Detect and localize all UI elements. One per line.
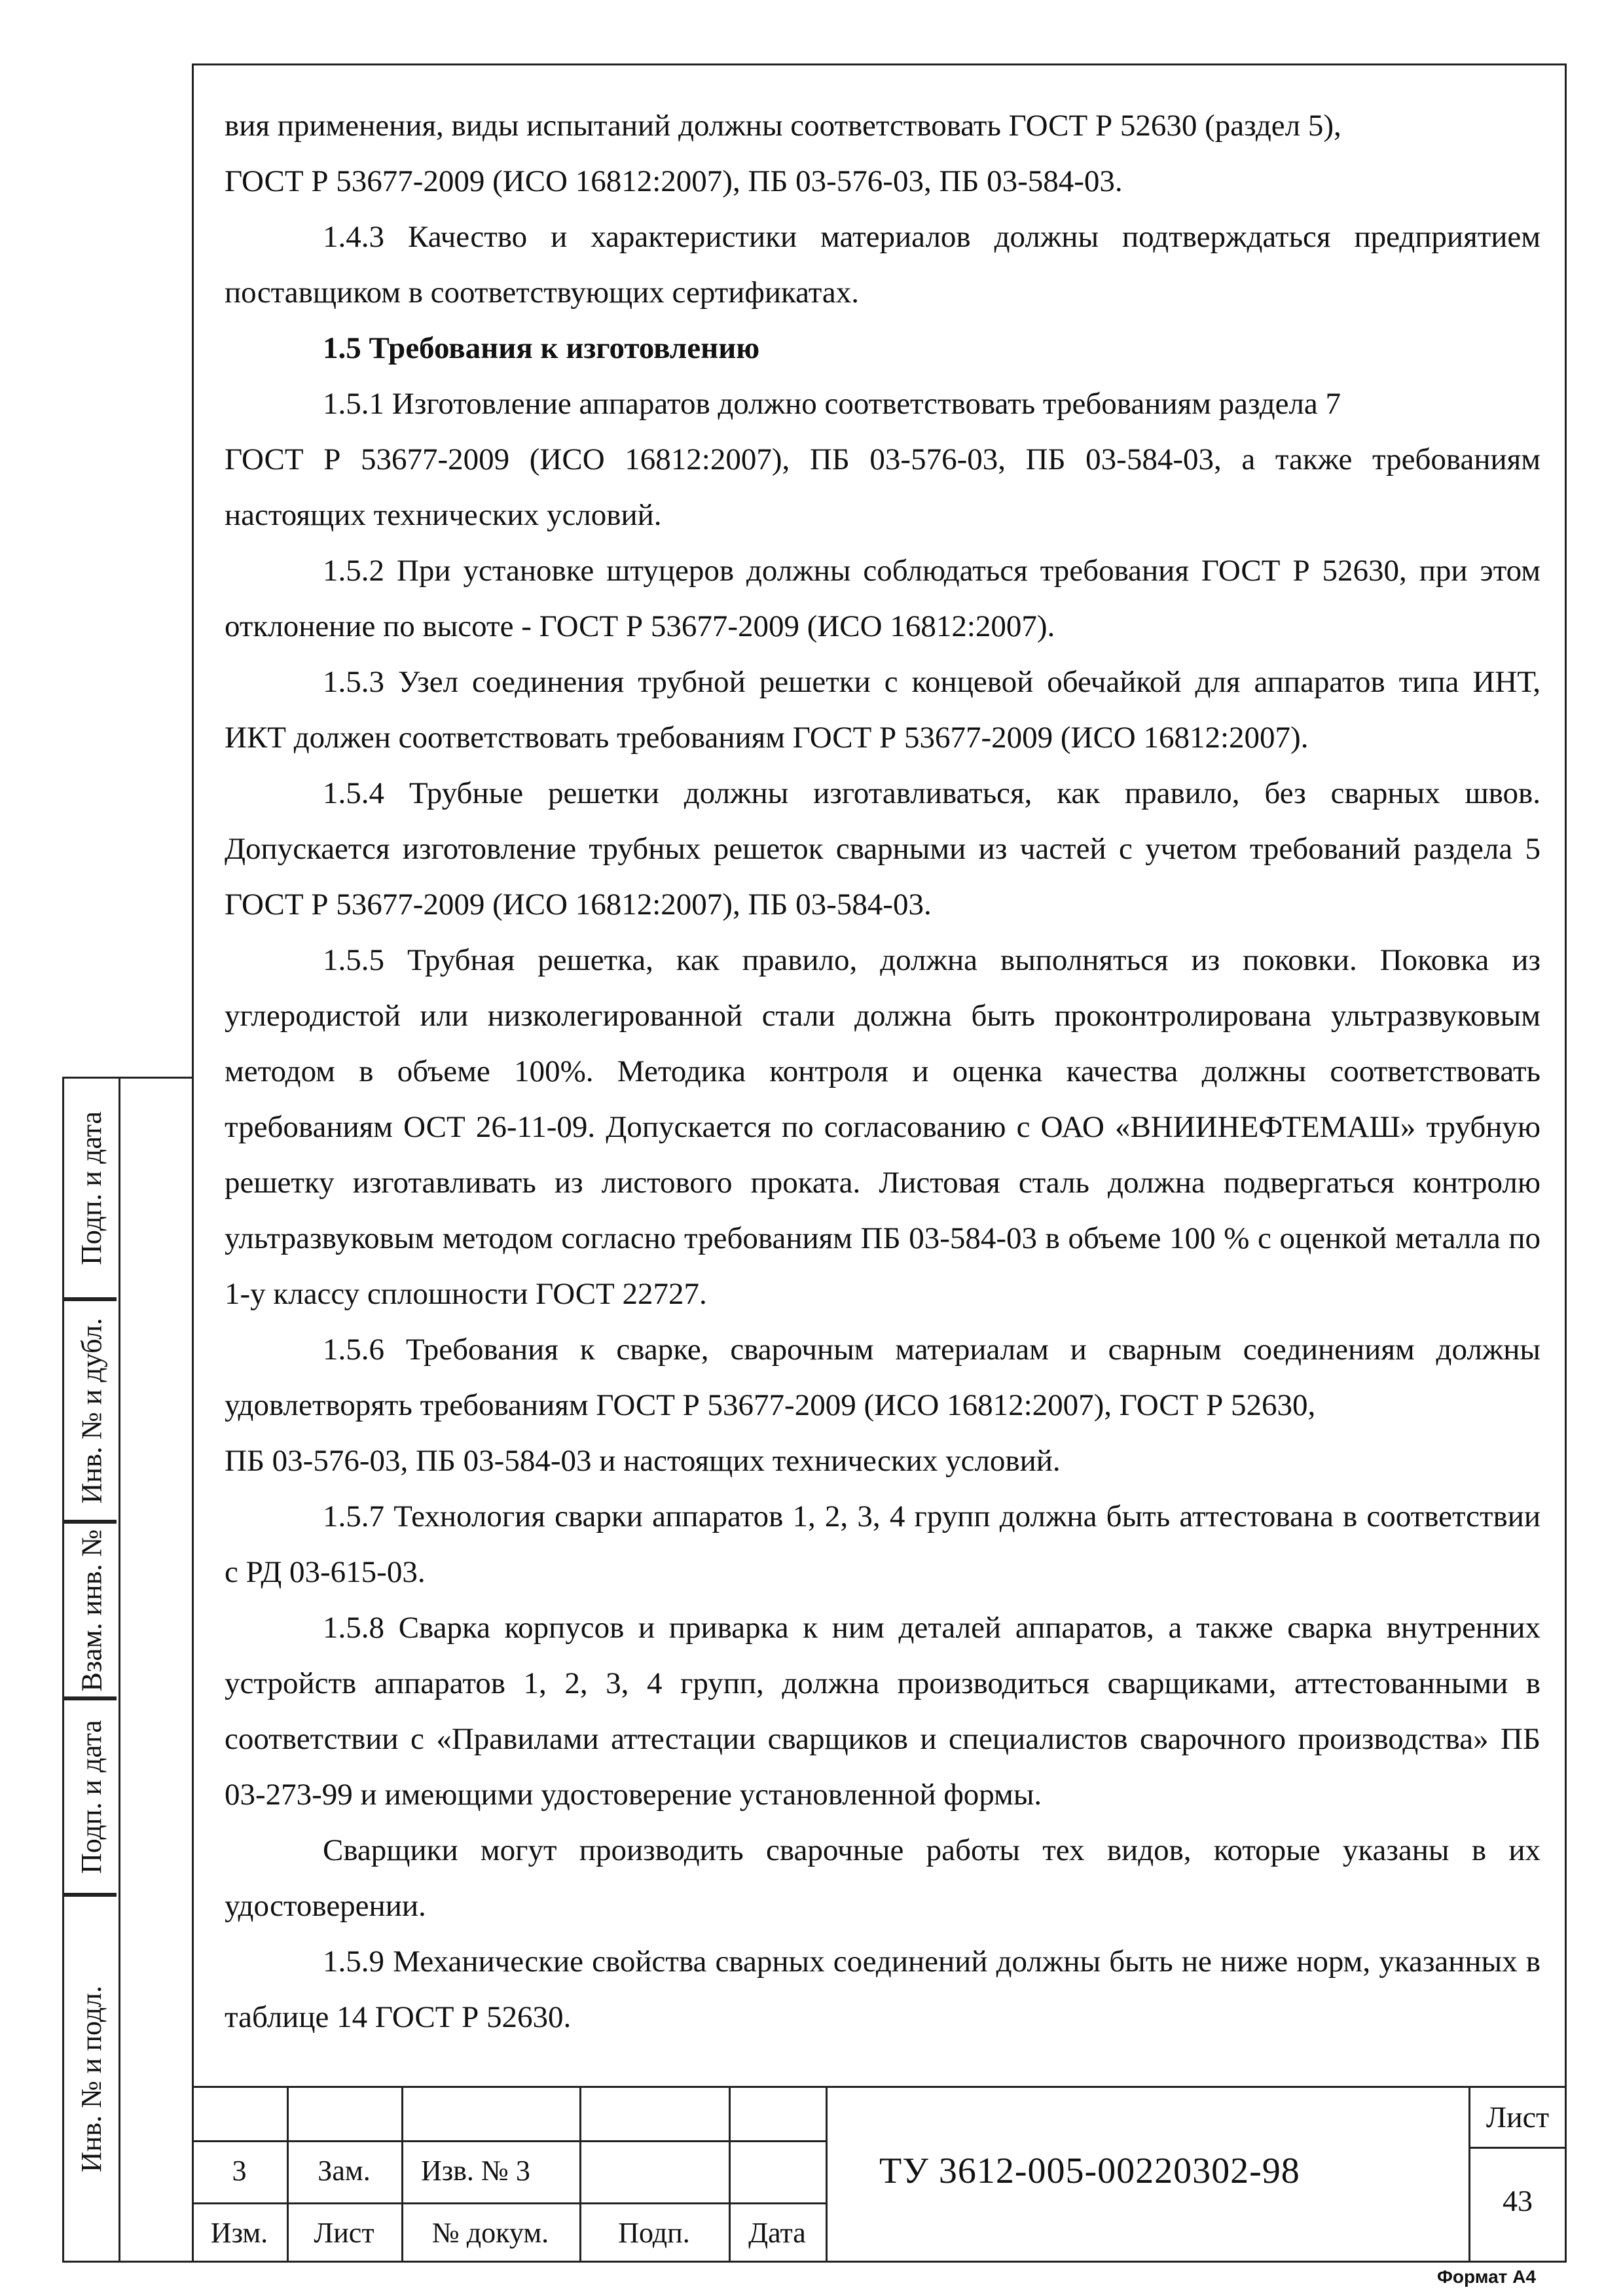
header-izm: Изм. [210,2217,268,2249]
format-label: Формат А4 [1437,2267,1536,2287]
sheet-label: Лист [1486,2100,1550,2134]
paragraph: 1.5.8 Сварка корпусов и приварка к ним деталей аппаратов, а также сварка внутренних устройств аппаратов 1, 2, 3, 4 групп, должна производиться сварщиками, аттестованными в соответствии с «Правилами аттестации сварщиков и специалистов сварочного производства» ПБ 03-273-99 и имеющими удостоверение установленной формы. [225,1611,1541,1812]
title-block [192,2086,1567,2263]
paragraph: вия применения, виды испытаний должны соответствовать ГОСТ Р 52630 (раздел 5), [225,109,1341,143]
paragraph: 1.5.9 Механические свойства сварных соединений должны быть не ниже норм, указанных в таблице 14 ГОСТ Р 52630. [225,1945,1541,2034]
document-code: ТУ 3612-005-00220302-98 [879,2151,1300,2191]
sidebar-label: Подп. и дата [75,1719,107,1874]
paragraph: 1.5.7 Технология сварки аппаратов 1, 2, 3, 4 групп должна быть аттестована в соответствии с РД 03-615-03. [225,1499,1541,1589]
header-signature: Подп. [618,2217,690,2249]
sidebar-cell-inv-podl [62,1895,117,2263]
paragraph: 1.5.1 Изготовление аппаратов должно соответствовать требованиям раздела 7 [323,387,1341,421]
tb-rule [192,2202,826,2204]
sidebar-label: Инв. № и дубл. [75,1318,107,1503]
paragraph: ПБ 03-576-03, ПБ 03-584-03 и настоящих технических условий. [225,1444,1061,1478]
rev-sheet: Зам. [318,2155,371,2187]
rev-number: 3 [232,2155,247,2187]
sidebar-cell-podp-data-2 [62,1698,117,1895]
paragraph: ГОСТ Р 53677-2009 (ИСО 16812:2007), ПБ 03-576-03, ПБ 03-584-03, а также требованиям настоящих технических условий. [225,442,1541,532]
paragraph: 1.5.3 Узел соединения трубной решетки с концевой обечайкой для аппаратов типа ИНТ, ИКТ должен соответствовать требованиям ГОСТ Р 53677-2009 (ИСО 16812:2007). [225,665,1541,755]
header-date: Дата [748,2217,806,2249]
rev-doc-number: Изв. № 3 [421,2155,530,2187]
paragraph: 1.5.6 Требования к сварке, сварочным материалам и сварным соединениям должны удовлетворять требованиям ГОСТ Р 53677-2009 (ИСО 16812:2007), ГОСТ Р 52630, [225,1333,1541,1422]
tb-divider [826,2088,828,2263]
document-body [225,98,1541,2045]
tb-rule [192,2140,826,2142]
header-doc-number: № докум. [431,2217,549,2249]
sidebar-cell-podp-data-1 [62,1077,117,1299]
sheet-number: 43 [1503,2184,1533,2217]
paragraph: 1.5.5 Трубная решетка, как правило, должна выполняться из поковки. Поковка из углеродистой или низколегированной стали должна быть проконтролирована ультразвуковым методом в объеме 100%. Методика контроля и оценка качества должны соответствовать требованиям ОСТ 26-11-09. Допускается по согласованию с ОАО «ВНИИНЕФТЕМАШ» трубную решетку изготавливать из листового проката. Листовая сталь должна подвергаться контролю ультразвуковым методом согласно требованиям ПБ 03-584-03 в объеме 100 % с оценкой металла по 1-у классу сплошности ГОСТ 22727. [225,943,1541,1311]
tb-rule [1468,2147,1567,2149]
paragraph: 1.4.3 Качество и характеристики материалов должны подтверждаться предприятием поставщиком в соответствующих сертификатах. [225,220,1541,310]
paragraph: ГОСТ Р 53677-2009 (ИСО 16812:2007), ПБ 03-576-03, ПБ 03-584-03. [225,164,1123,198]
section-heading: 1.5 Требования к изготовлению [323,331,760,365]
paragraph: 1.5.2 При установке штуцеров должны соблюдаться требования ГОСТ Р 52630, при этом отклонение по высоте - ГОСТ Р 53677-2009 (ИСО 16812:2007). [225,554,1541,643]
sidebar-label: Инв. № и подл. [75,1985,107,2172]
sidebar-cell-inv-dubl [62,1299,117,1522]
header-list: Лист [314,2217,374,2249]
sidebar-label: Подп. и дата [75,1111,107,1265]
paragraph: Сварщики могут производить сварочные работы тех видов, которые указаны в их удостоверении. [225,1833,1541,1923]
paragraph: 1.5.4 Трубные решетки должны изготавливаться, как правило, без сварных швов. Допускается изготовление трубных решеток сварными из частей с учетом требований раздела 5 ГОСТ Р 53677-2009 (ИСО 16812:2007), ПБ 03-584-03. [225,776,1541,922]
sidebar-cell-vzam-inv [62,1522,117,1698]
sidebar-label: Взам. инв. № [75,1529,108,1691]
